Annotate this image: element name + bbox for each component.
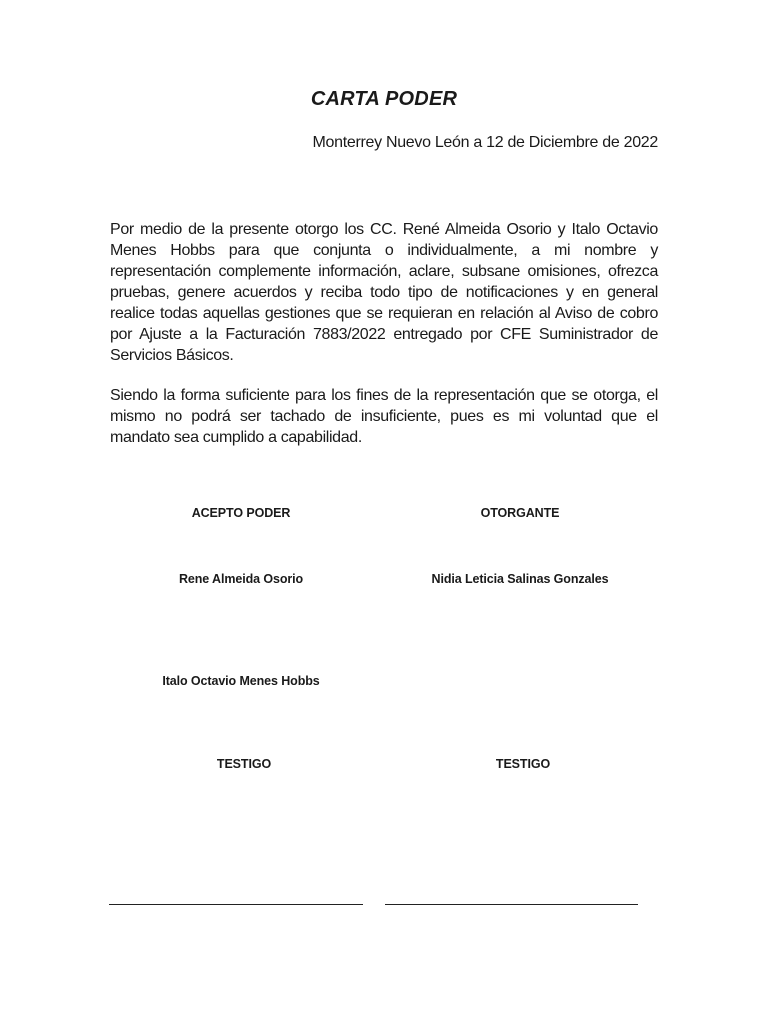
document-title: CARTA PODER [310, 88, 458, 110]
body-paragraph-2: Siendo la forma suficiente para los fines de la representación que se otorga, el mismo no podrá ser tachado de insuficiente, pues es mi voluntad que el mandato sea cumplido a capabilidad. [110, 387, 658, 446]
representative-2-name: Italo Octavio Menes Hobbs [162, 674, 320, 688]
witness-left-label: TESTIGO [216, 757, 272, 771]
representative-1-name: Rene Almeida Osorio [178, 572, 304, 586]
grantor-name: Nidia Leticia Salinas Gonzales [431, 572, 609, 586]
accept-power-label: ACEPTO PODER [191, 506, 291, 520]
grantor-label: OTORGANTE [480, 506, 560, 520]
body-paragraph-1: Por medio de la presente otorgo los CC. René Almeida Osorio y Italo Octavio Menes Hobbs para que conjunta o individualmente, a mi nombre y representación complemente información, aclare, subsane omisiones, ofrezca pruebas, genere acuerdos y reciba todo tipo de notificaciones y en general realice todas aquellas gestiones que se requieran en relación al Aviso de cobro por Ajuste a la Facturación 7883/2022 entregado por CFE Suministrador de Servicios Básicos. [110, 221, 658, 364]
witness-right-signature-line [385, 904, 638, 905]
place-date: Monterrey Nuevo León a 12 de Diciembre de 2022 [312, 134, 658, 151]
witness-left-signature-line [109, 904, 363, 905]
witness-right-label: TESTIGO [495, 757, 551, 771]
